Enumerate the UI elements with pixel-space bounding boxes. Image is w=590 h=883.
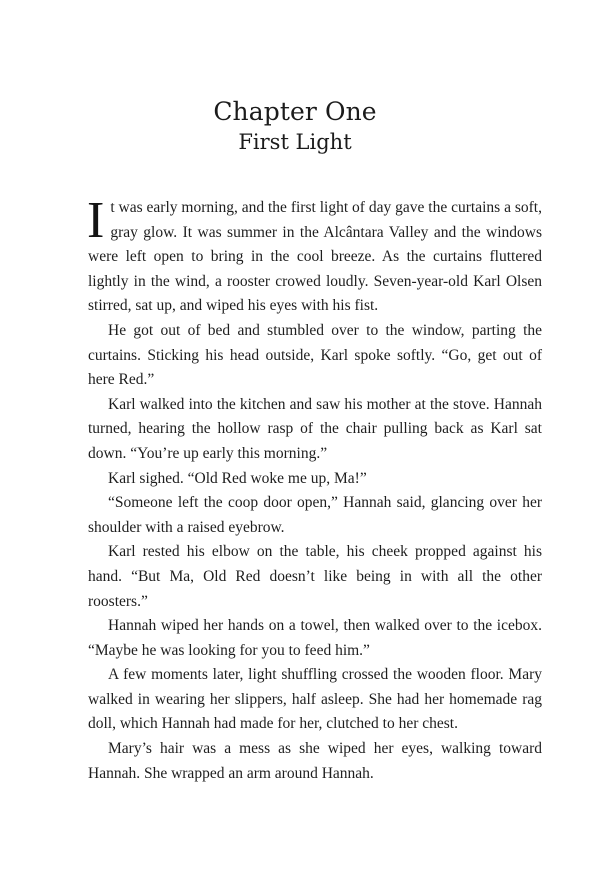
paragraph-8: A few moments later, light shuffling crossed the wooden floor. Mary walked in wearing her slippers, half asleep. She had her homemade rag doll, which Hannah had made for her, clutched to her chest. xyxy=(88,666,542,733)
paragraph-5: “Someone left the coop door open,” Hannah said, glancing over her shoulder with a raised eyebrow. xyxy=(88,494,542,536)
paragraph-6: Karl rested his elbow on the table, his cheek propped against his hand. “But Ma, Old Red doesn’t like being in with all the other roosters.” xyxy=(88,543,542,610)
paragraph-7: Hannah wiped her hands on a towel, then walked over to the icebox. “Maybe he was looking for you to feed him.” xyxy=(88,617,542,659)
chapter-title: First Light xyxy=(238,130,352,154)
drop-cap: I xyxy=(87,192,105,249)
chapter-number: Chapter One xyxy=(213,97,377,126)
paragraph-9: Mary’s hair was a mess as she wiped her eyes, walking toward Hannah. She wrapped an arm around Hannah. xyxy=(88,740,542,782)
paragraph-1-text: t was early morning, and the first light of day gave the curtains a soft, gray glow. It was summer in the Alcântara Valley and the windows were left open to bring in the cool breeze. As the curtains fluttered lightly in the wind, a rooster crowed loudly. Seven-year-old Karl Olsen stirred, sat up, and wiped his eyes with his fist. xyxy=(88,199,542,315)
chapter-heading xyxy=(0,96,590,156)
paragraph-4: Karl sighed. “Old Red woke me up, Ma!” xyxy=(108,469,367,487)
paragraph-2: He got out of bed and stumbled over to the window, parting the curtains. Sticking his head outside, Karl spoke softly. “Go, get out of here Red.” xyxy=(88,321,542,389)
chapter-body xyxy=(87,192,542,786)
paragraph-3: Karl walked into the kitchen and saw his mother at the stove. Hannah turned, hearing the hollow rasp of the chair pulling back as Karl sat down. “You’re up early this morning.” xyxy=(88,395,542,462)
paragraph-1 xyxy=(87,192,542,319)
